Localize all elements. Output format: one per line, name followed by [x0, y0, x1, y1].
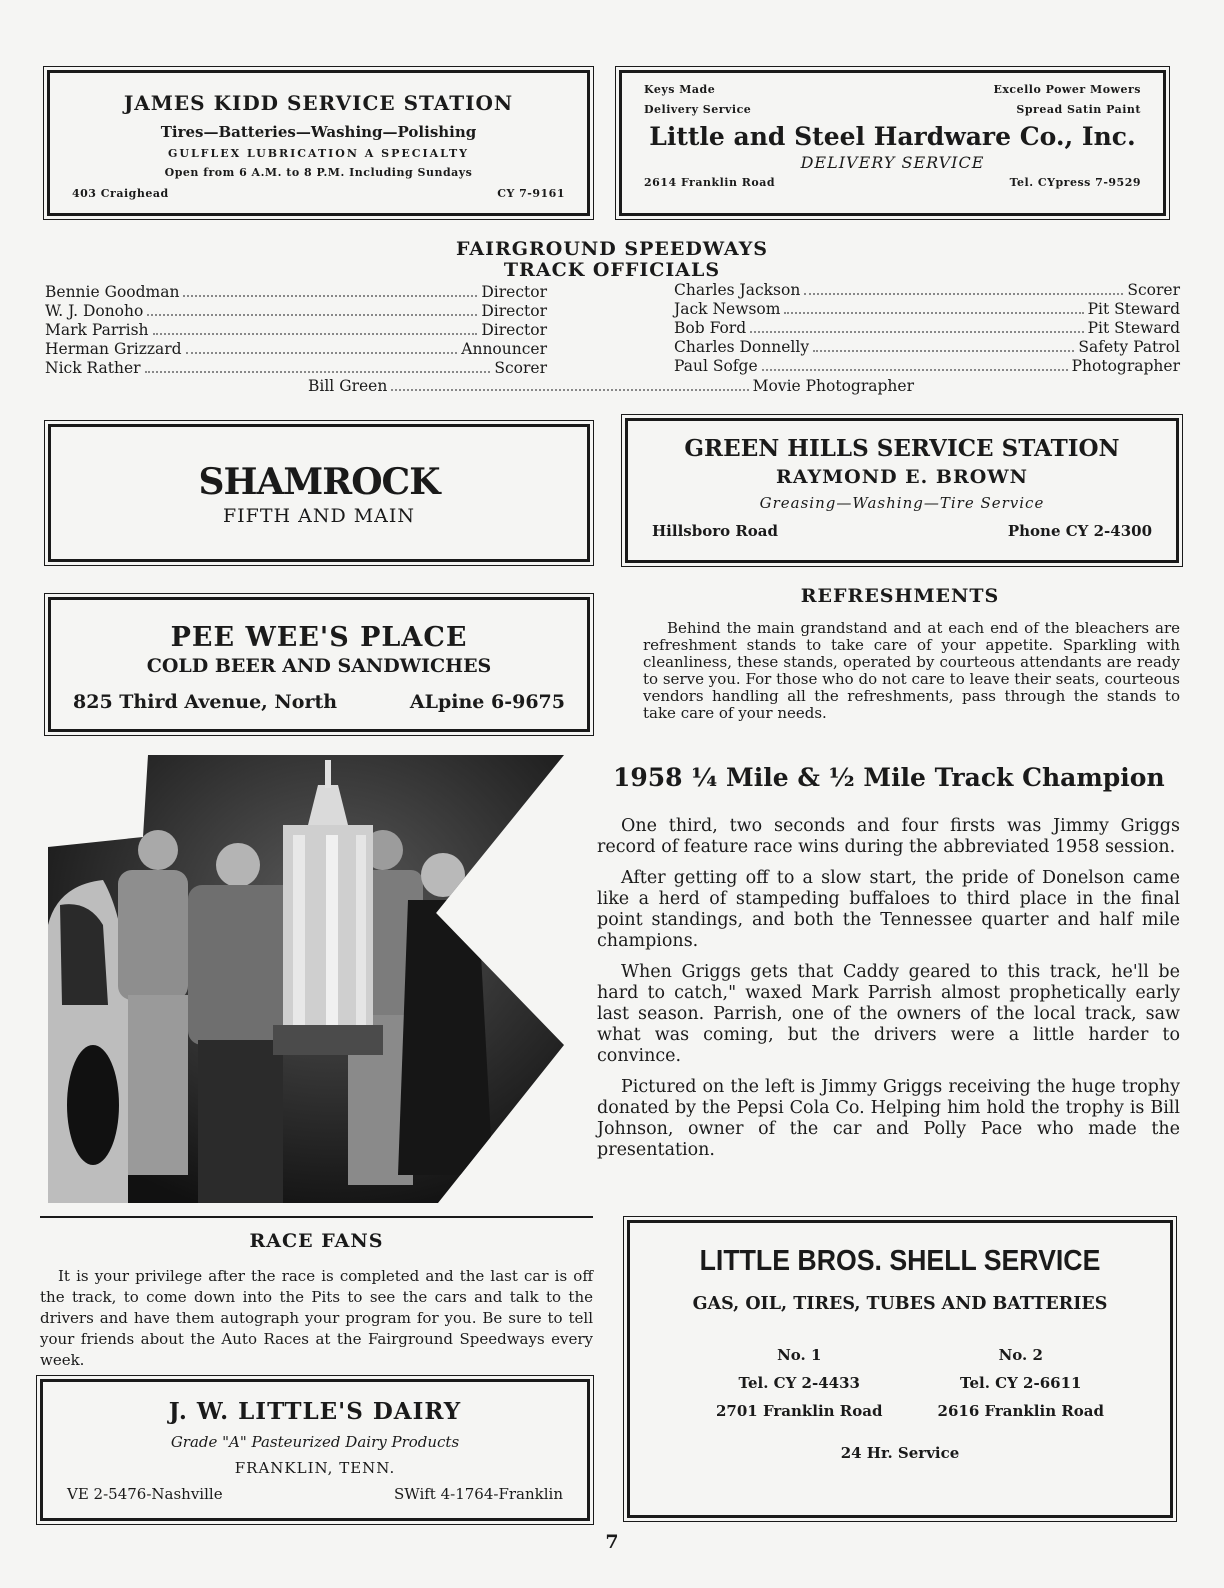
greenhills-footer	[652, 522, 1152, 540]
official-row: Nick Rather Scorer	[45, 359, 547, 377]
dairy-footer	[67, 1485, 563, 1503]
shell-loc1-number: No. 1	[777, 1346, 822, 1364]
kidd-line1: Tires—Batteries—Washing—Polishing	[160, 123, 477, 141]
champion-paragraph-4: Pictured on the left is Jimmy Griggs receiving the huge trophy donated by the Pepsi Cola Co. Helping him hold the trophy is Bill Johnson, owner of the car and Polly Pace who made the presentation.	[597, 1077, 1180, 1160]
kidd-address: 403 Craighead	[72, 187, 169, 200]
greenhills-owner: RAYMOND E. BROWN	[775, 466, 1028, 488]
peewee-title: PEE WEE'S PLACE	[170, 622, 468, 653]
kidd-line3: Open from 6 A.M. to 8 P.M. Including Sundays	[164, 166, 473, 179]
champion-paragraph-1: One third, two seconds and four firsts was Jimmy Griggs record of feature race wins during the abbreviated 1958 session.	[597, 816, 1180, 857]
official-row: Charles Donnelly Safety Patrol	[674, 338, 1180, 356]
peewee-phone: ALpine 6-9675	[409, 691, 565, 713]
shamrock-title: SHAMROCK	[198, 461, 440, 503]
racefans-text: It is your privilege after the race is completed and the last car is off the track, to come down into the Pits to see the cars and talk to the drivers and have them autograph your program for you. Be sure to tell your friends about the Auto Races at the Fairground Speedways every week.	[40, 1267, 593, 1369]
dairy-phone-franklin: SWift 4-1764-Franklin	[394, 1485, 563, 1503]
refreshments-heading: REFRESHMENTS	[800, 585, 1000, 607]
greenhills-services: Greasing—Washing—Tire Service	[759, 494, 1045, 512]
greenhills-phone: Phone CY 2-4300	[1007, 522, 1152, 540]
hardware-subtitle: DELIVERY SERVICE	[800, 153, 985, 172]
champion-paragraph-2: After getting off to a slow start, the pride of Donelson came like a herd of stampeding buffaloes to third place in the final point standings, and both the Tennessee quarter and half mile champions.	[597, 868, 1180, 951]
racefans-divider	[40, 1216, 593, 1218]
greenhills-title: GREEN HILLS SERVICE STATION	[684, 435, 1120, 462]
dairy-subtitle: Grade "A" Pasteurized Dairy Products	[170, 1433, 460, 1451]
greenhills-address: Hillsboro Road	[652, 522, 779, 540]
shell-location-1	[716, 1346, 882, 1420]
official-row: Charles Jackson Scorer	[674, 281, 1180, 299]
hardware-footer	[644, 176, 1141, 189]
greenhills-ad	[625, 418, 1179, 563]
page-number: 7	[605, 1531, 619, 1553]
hardware-top-row2	[644, 103, 1141, 116]
official-row: Bob Ford Pit Steward	[674, 319, 1180, 337]
hardware-top-row1	[644, 83, 1141, 96]
shell-subtitle: GAS, OIL, TIRES, TUBES AND BATTERIES	[692, 1294, 1108, 1314]
official-row: Paul Sofge Photographer	[674, 357, 1180, 375]
champion-heading: 1958 ¼ Mile & ½ Mile Track Champion	[613, 763, 1165, 792]
shell-locations	[650, 1346, 1150, 1420]
official-row-bottom: Bill Green Movie Photographer	[308, 377, 914, 395]
official-row: Mark Parrish Director	[45, 321, 547, 339]
shell-location-2	[938, 1346, 1104, 1420]
kidd-ad	[47, 70, 590, 216]
shell-title: LITTLE BROS. SHELL SERVICE	[699, 1245, 1101, 1277]
peewee-address: 825 Third Avenue, North	[73, 691, 338, 713]
trophy-photo-image	[48, 755, 564, 1203]
dairy-phone-nashville: VE 2-5476-Nashville	[67, 1485, 223, 1503]
hardware-mowers: Excello Power Mowers	[993, 83, 1141, 96]
official-row: Bennie Goodman Director	[45, 283, 547, 301]
champion-paragraph-3: When Griggs gets that Caddy geared to this track, he'll be hard to catch," waxed Mark Parrish almost prophetically early last season. Parrish, one of the owners of the local track, saw what was coming, but the drivers were a little harder to convince.	[597, 962, 1180, 1066]
shell-hours: 24 Hr. Service	[840, 1444, 960, 1462]
shell-loc1-address: 2701 Franklin Road	[716, 1402, 883, 1420]
hardware-delivery: Delivery Service	[644, 103, 752, 116]
hardware-phone: Tel. CYpress 7-9529	[1009, 176, 1141, 189]
dairy-title: J. W. LITTLE'S DAIRY	[168, 1398, 462, 1425]
official-row: W. J. Donoho Director	[45, 302, 547, 320]
champion-article	[597, 816, 1180, 1171]
peewee-ad	[48, 597, 590, 732]
hardware-paint: Spread Satin Paint	[1016, 103, 1141, 116]
hardware-address: 2614 Franklin Road	[644, 176, 776, 189]
kidd-line2: GULFLEX LUBRICATION A SPECIALTY	[167, 147, 470, 160]
peewee-subtitle: COLD BEER AND SANDWICHES	[146, 655, 492, 677]
shell-loc2-tel: Tel. CY 2-6611	[960, 1374, 1082, 1392]
kidd-title: JAMES KIDD SERVICE STATION	[123, 91, 514, 115]
officials-right-list	[674, 281, 1180, 376]
officials-heading2: TRACK OFFICIALS	[503, 259, 721, 281]
official-row: Jack Newsom Pit Steward	[674, 300, 1180, 318]
hardware-title: Little and Steel Hardware Co., Inc.	[649, 122, 1136, 151]
refreshments-text: Behind the main grandstand and at each end of the bleachers are refreshment stands to take care of your appetite. Sparkling with cleanliness, these stands, operated by courteous attendants are ready to serve you. For those who do not care to leave their seats, courteous vendors handling all the refreshments, pass through the stands to take care of your needs.	[643, 619, 1180, 722]
shamrock-ad	[48, 424, 590, 562]
shell-loc1-tel: Tel. CY 2-4433	[738, 1374, 860, 1392]
trophy-photo	[48, 755, 564, 1203]
shell-loc2-address: 2616 Franklin Road	[937, 1402, 1104, 1420]
officials-heading1: FAIRGROUND SPEEDWAYS	[455, 238, 769, 260]
peewee-footer	[73, 691, 565, 713]
kidd-footer	[72, 187, 565, 200]
hardware-keys: Keys Made	[644, 83, 716, 96]
racefans-heading: RACE FANS	[249, 1230, 384, 1252]
kidd-phone: CY 7-9161	[497, 187, 565, 200]
shamrock-subtitle: FIFTH AND MAIN	[222, 505, 416, 527]
official-row: Herman Grizzard Announcer	[45, 340, 547, 358]
dairy-city: FRANKLIN, TENN.	[234, 1459, 396, 1477]
officials-left-list	[45, 283, 547, 378]
shell-loc2-number: No. 2	[998, 1346, 1043, 1364]
dairy-ad	[40, 1379, 590, 1521]
shell-ad	[627, 1220, 1173, 1518]
hardware-ad	[619, 70, 1166, 216]
